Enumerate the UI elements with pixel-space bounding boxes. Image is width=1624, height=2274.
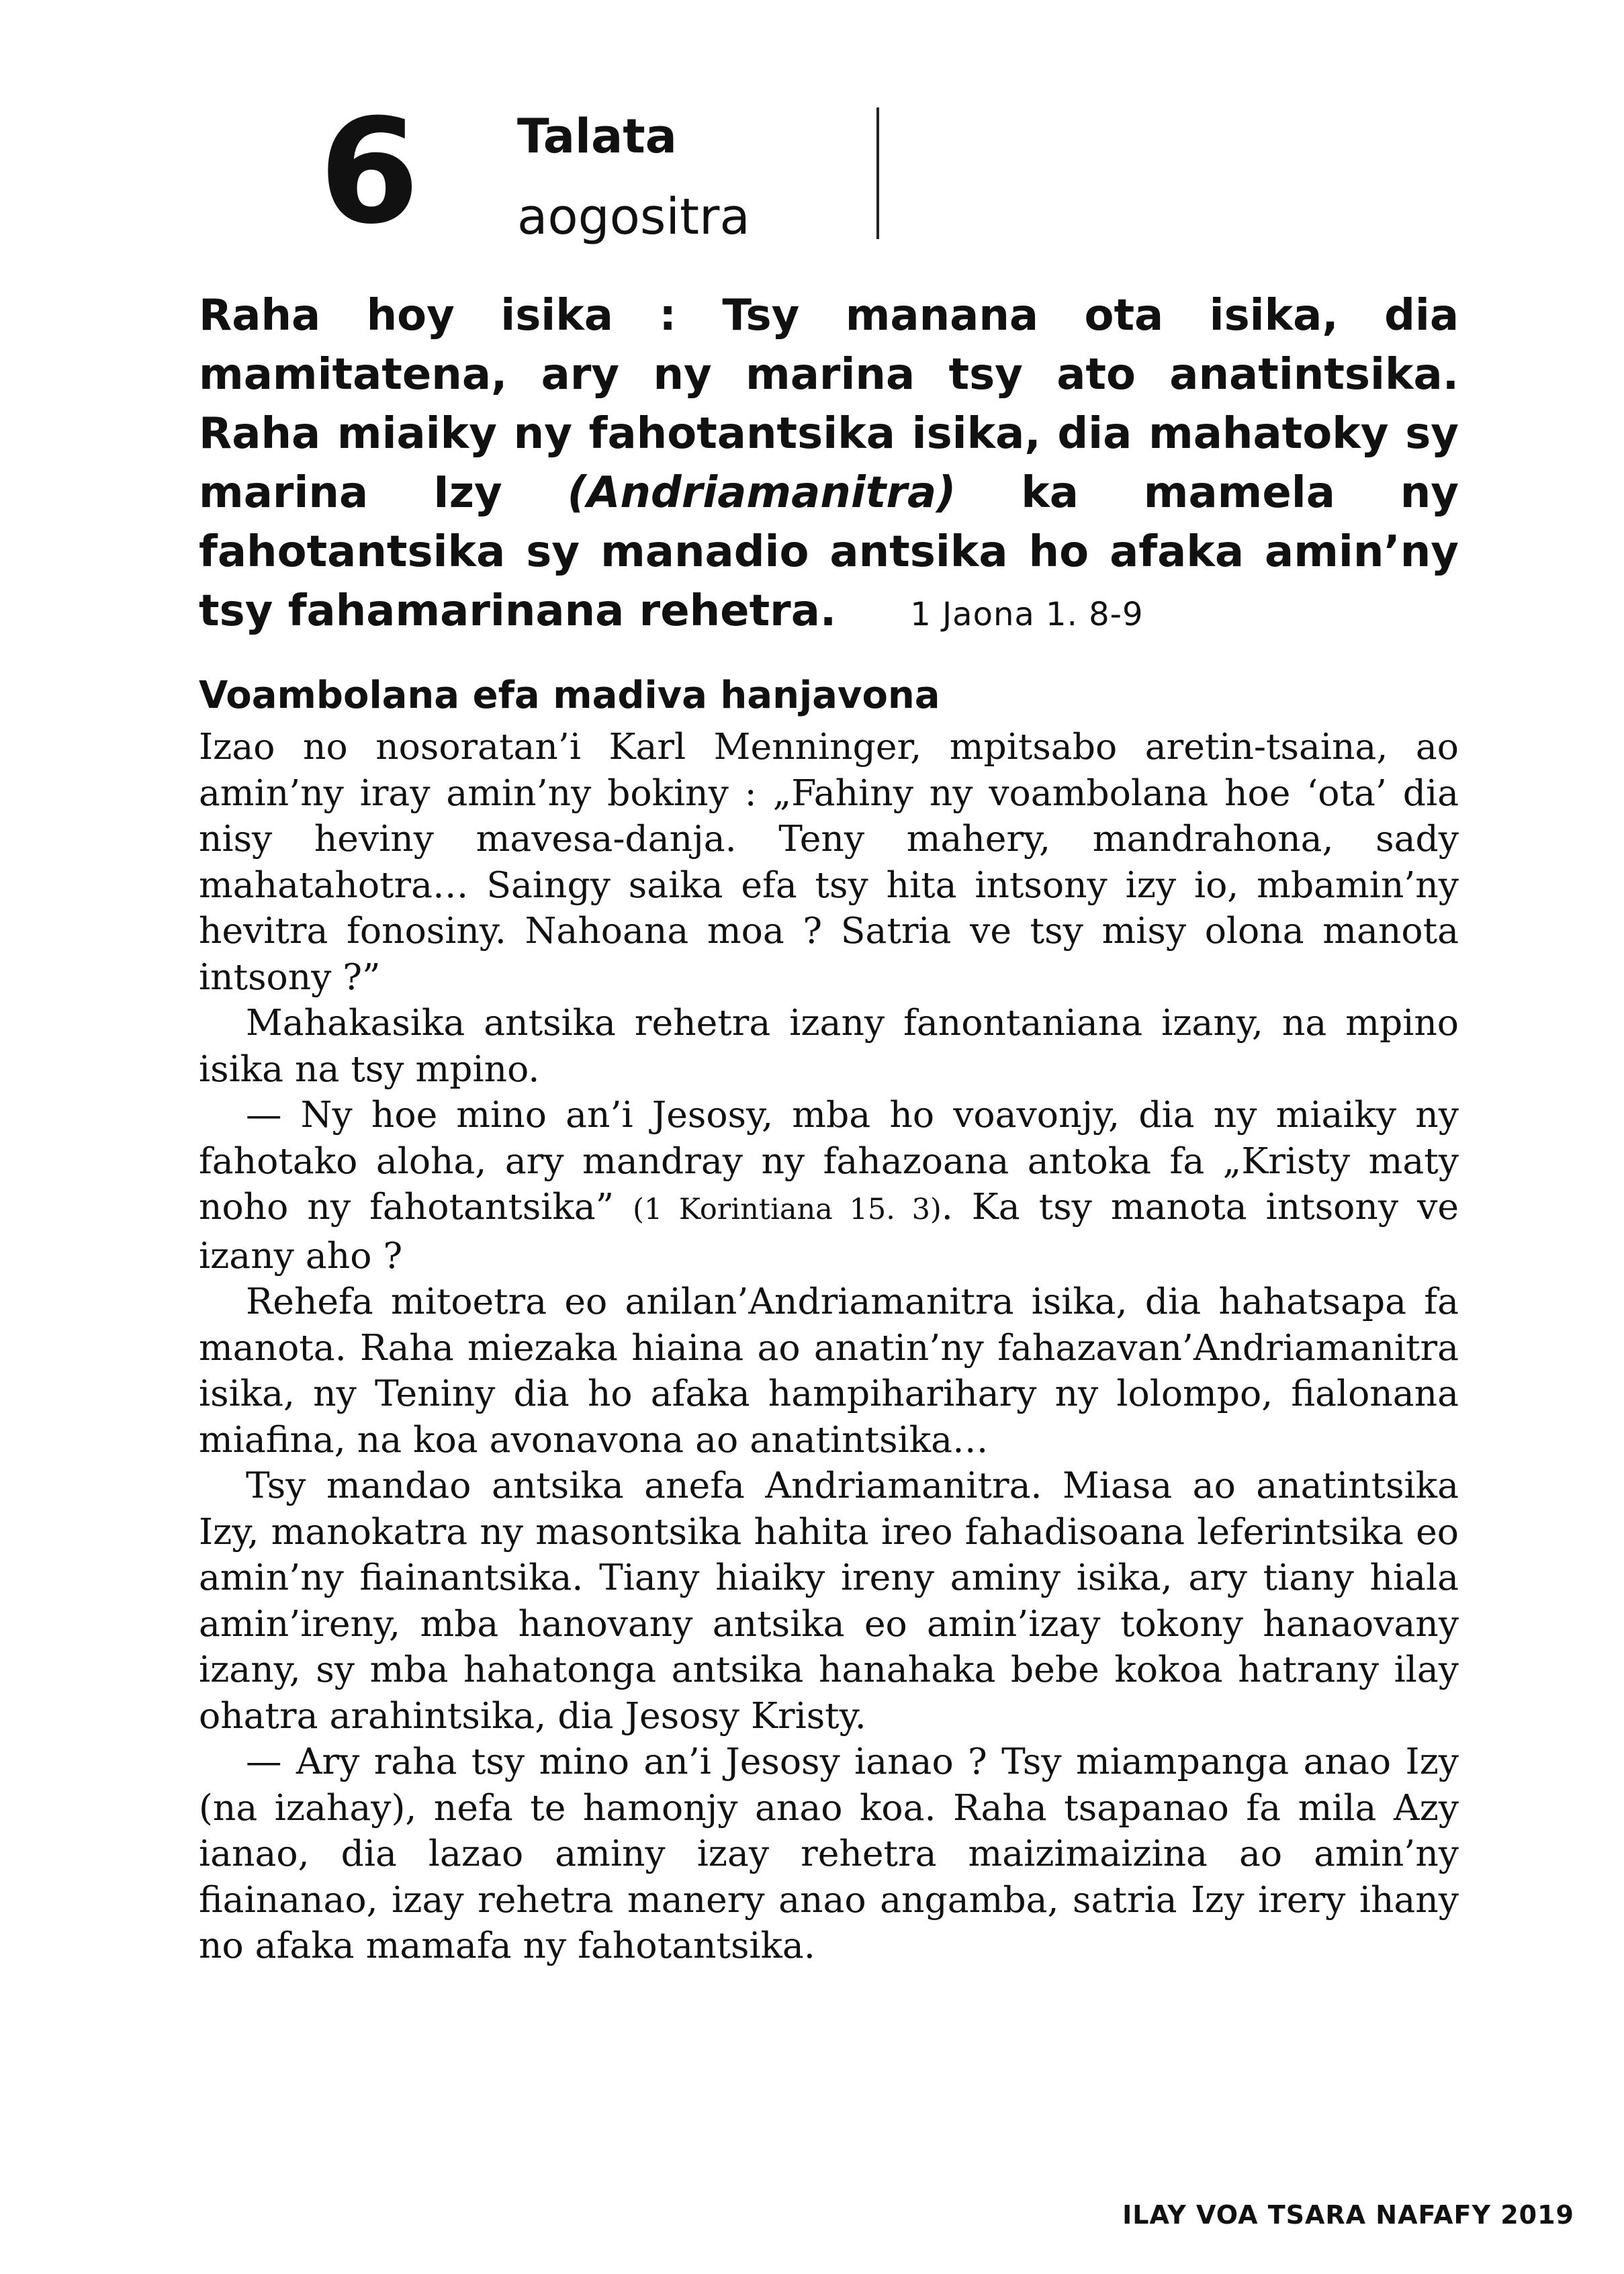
paragraph-3 — [199, 1092, 1459, 1279]
article-title: Voambolana efa madiva hanjavona — [199, 674, 940, 717]
verse-text-2: ka mamela ny fahotantsika sy manadio antsika ho afaka amin’ny tsy fahamarinana rehetra. — [199, 468, 1459, 636]
weekday: Talata — [517, 109, 677, 164]
paragraph-1: Izao no nosoratan’i Karl Menninger, mpitsabo aretin-tsaina, ao amin’ny iray amin’ny bokiny : „Fahiny ny voambolana hoe ‘ota’ dia nisy heviny mavesa-danja. Teny mahery, mandrahona, sady mahatahotra… Saingy saika efa tsy hita intsony izy io, mbamin’ny hevitra fonosiny. Nahoana moa ? Satria ve tsy misy olona manota intsony ?” — [199, 725, 1459, 998]
bible-verse — [199, 286, 1459, 644]
article-body — [199, 724, 1459, 1969]
paragraph-2: Mahakasika antsika rehetra izany fanontaniana izany, na mpino isika na tsy mpino. — [199, 1001, 1459, 1090]
paragraph-3-text-1: — Ny hoe mino an’i Jesosy, mba ho voavonjy, dia ny miaiky ny fahotako aloha, ary mandray ny fahazoana antoka fa „Kristy maty noho ny fahotantsika” — [199, 1093, 1459, 1228]
paragraph-5: Tsy mandao antsika anefa Andriamanitra. Miasa ao anatintsika Izy, manokatra ny masontsika hahita ireo fahadisoana leferintsika eo amin’ny fiainantsika. Tiany hiaiky ireny aminy isika, ary tiany hiala amin’ireny, mba hanovany antsika eo amin’izay tokony hanaovany izany, sy mba hahatonga antsika hanahaka bebe kokoa hatrany ilay ohatra arahintsika, dia Jesosy Kristy. — [199, 1464, 1459, 1737]
footer-publication: ILAY VOA TSARA NAFAFY 2019 — [1122, 2200, 1574, 2230]
scripture-reference: (1 Korintiana 15. 3) — [633, 1193, 942, 1226]
paragraph-6: — Ary raha tsy mino an’i Jesosy ianao ? Tsy miampanga anao Izy (na izahay), nefa te hamonjy anao koa. Raha tsapanao fa mila Azy ianao, dia lazao aminy izay rehetra maizimaizina ao amin’ny fiainanao, izay rehetra manery anao angamba, satria Izy irery ihany no afaka mamafa ny fahotantsika. — [199, 1740, 1459, 1966]
month: aogositra — [517, 188, 750, 246]
paragraph-4: Rehefa mitoetra eo anilan’Andriamanitra isika, dia hahatsapa fa manota. Raha miezaka hiaina ao anatin’ny fahazavan’Andriamanitra isika, ny Teniny dia ho afaka hampiharihary ny lolompo, fialonana miafina, na koa avonavona ao anatintsika… — [199, 1280, 1459, 1461]
day-number: 6 — [319, 87, 417, 256]
verse-reference: 1 Jaona 1. 8-9 — [910, 596, 1144, 633]
verse-text-1: Raha hoy isika : Tsy manana ota isika, dia mamitatena, ary ny marina tsy ato anatintsika. Raha miaiky ny fahotantsika isika, dia mahatoky sy marina Izy — [199, 291, 1459, 518]
header-divider — [876, 107, 879, 239]
verse-italic: (Andriamanitra) — [567, 468, 956, 518]
paragraph-3-text-2: . Ka tsy manota intsony ve izany aho ? — [199, 1185, 1459, 1277]
